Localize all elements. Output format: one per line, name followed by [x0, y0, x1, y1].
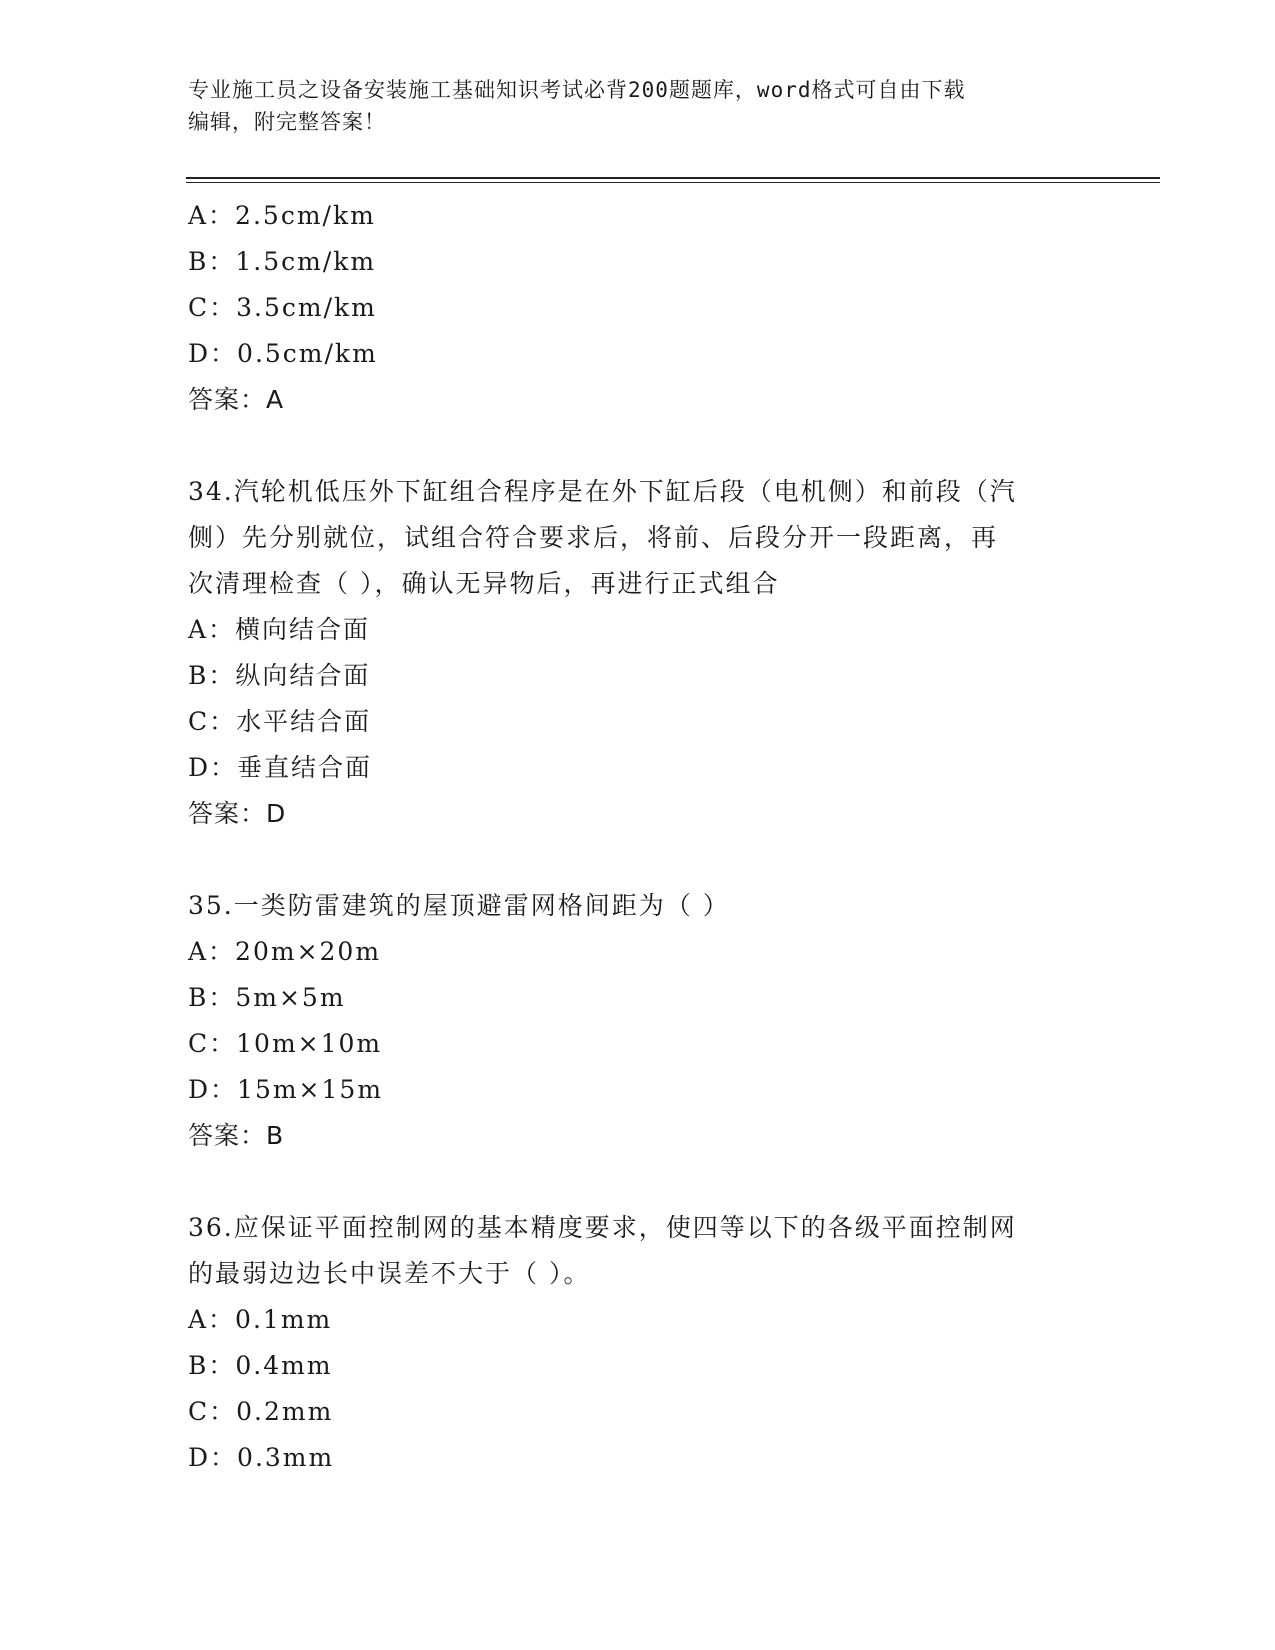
- option-b: B：1.5cm/km: [188, 247, 377, 276]
- question-text-line: 36.应保证平面控制网的基本精度要求，使四等以下的各级平面控制网: [188, 1213, 1017, 1242]
- question-list: [188, 193, 1088, 1481]
- question-33-block: [188, 193, 1088, 423]
- question-text-line: 35.一类防雷建筑的屋顶避雷网格间距为（ ）: [188, 891, 730, 920]
- option-c: C：0.2mm: [188, 1397, 334, 1426]
- option-b: B：0.4mm: [188, 1351, 333, 1380]
- answer-line: 答案：A: [188, 385, 285, 414]
- question-text-line: 34.汽轮机低压外下缸组合程序是在外下缸后段（电机侧）和前段（汽: [188, 477, 1017, 506]
- question-35-block: [188, 883, 1088, 1159]
- question-36-block: [188, 1205, 1088, 1481]
- option-a: A：0.1mm: [188, 1305, 333, 1334]
- option-c: C：水平结合面: [188, 707, 372, 736]
- option-d: D：0.5cm/km: [188, 339, 378, 368]
- answer-line: 答案：D: [188, 799, 287, 828]
- question-text-line: 次清理检查（ ），确认无异物后，再进行正式组合: [188, 569, 780, 598]
- option-d: D：0.3mm: [188, 1443, 335, 1472]
- answer-line: 答案：B: [188, 1121, 285, 1150]
- question-text-line: 的最弱边边长中误差不大于（ ）。: [188, 1259, 591, 1288]
- spacer: [188, 423, 1088, 469]
- document-header: [188, 74, 1088, 138]
- question-text-line: 侧）先分别就位，试组合符合要求后，将前、后段分开一段距离，再: [188, 523, 999, 552]
- option-a: A：横向结合面: [188, 615, 371, 644]
- spacer: [188, 837, 1088, 883]
- header-divider-thick: [186, 177, 1160, 179]
- option-b: B：5m×5m: [188, 983, 346, 1012]
- header-divider-thin: [186, 182, 1160, 183]
- option-a: A：20m×20m: [188, 937, 382, 966]
- option-a: A：2.5cm/km: [188, 201, 376, 230]
- option-d: D：垂直结合面: [188, 753, 373, 782]
- option-c: C：10m×10m: [188, 1029, 383, 1058]
- option-d: D：15m×15m: [188, 1075, 384, 1104]
- header-title-line-2: 编辑，附完整答案！: [188, 110, 386, 134]
- question-34-block: [188, 469, 1088, 837]
- option-b: B：纵向结合面: [188, 661, 371, 690]
- option-c: C：3.5cm/km: [188, 293, 377, 322]
- header-title-line-1: 专业施工员之设备安装施工基础知识考试必背200题题库，word格式可自由下载: [188, 78, 966, 102]
- spacer: [188, 1159, 1088, 1205]
